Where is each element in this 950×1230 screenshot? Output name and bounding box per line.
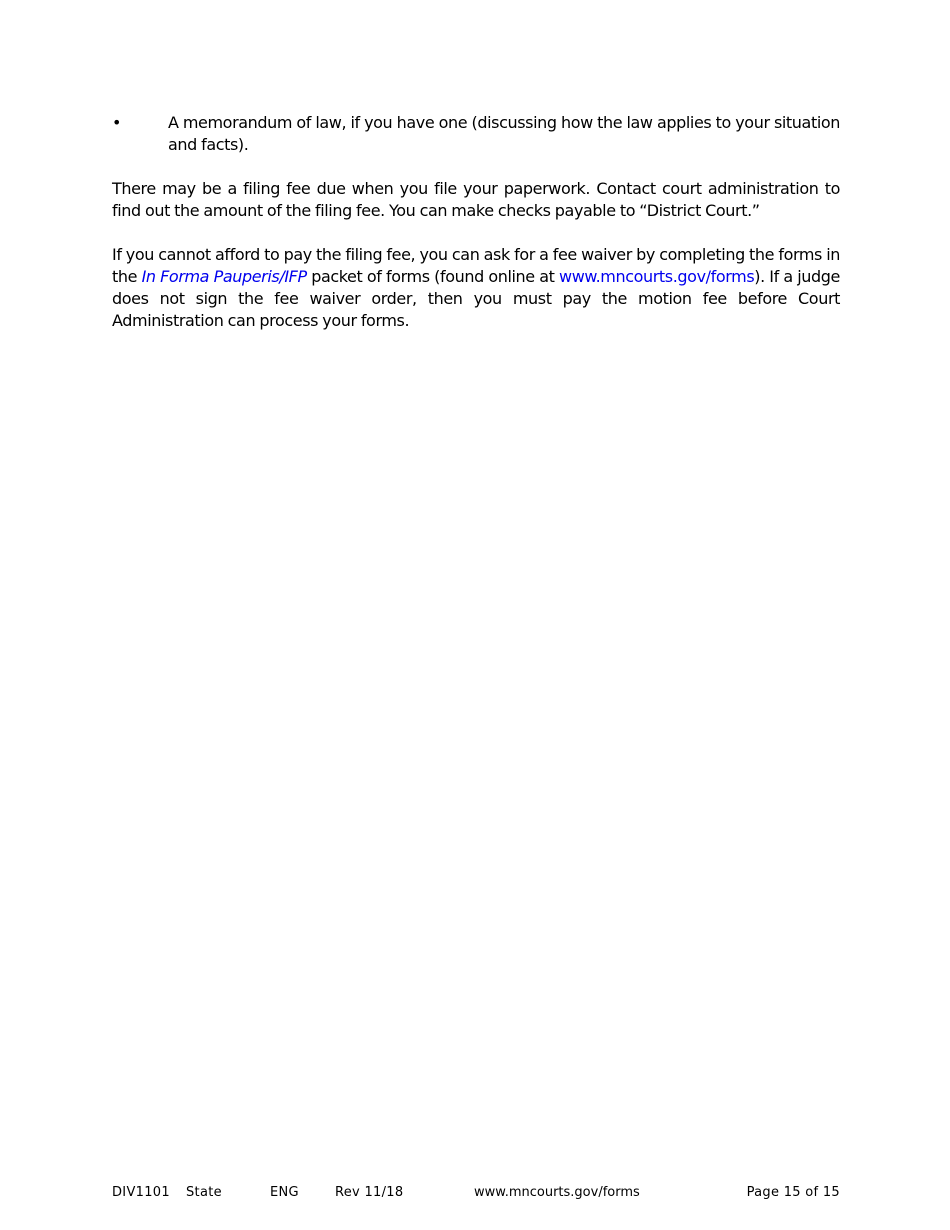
footer-language: ENG (270, 1185, 299, 1200)
footer-state: State (186, 1185, 222, 1200)
fee-waiver-paragraph (112, 244, 840, 332)
fee-waiver-text-2: packet of forms (found online at (306, 267, 560, 286)
list-item-text: A memorandum of law, if you have one (discussing how the law applies to your situation and facts). (168, 113, 840, 154)
bullet-icon: • (112, 113, 122, 132)
filing-fee-paragraph: There may be a filing fee due when you file your paperwork. Contact court administration to find out the amount of the filing fee. You can make checks payable to “District Court.” (112, 179, 840, 220)
list-item-memorandum (112, 112, 840, 156)
ifp-packet-link[interactable]: In Forma Pauperis/IFP (141, 267, 307, 286)
footer-page-number: Page 15 of 15 (746, 1185, 840, 1200)
footer-revision: Rev 11/18 (335, 1185, 404, 1200)
fee-waiver-text-3: ). If a judge does not sign the fee waiver order, then you must pay the motion fee before Court Administration can process your forms. (112, 267, 840, 330)
footer-website: www.mncourts.gov/forms (474, 1185, 640, 1200)
forms-website-link[interactable]: www.mncourts.gov/forms (559, 267, 755, 286)
footer-form-id: DIV1101 (112, 1185, 170, 1200)
fee-waiver-text-1: If you cannot afford to pay the filing fee, you can ask for a fee waiver by completing the forms in the (112, 245, 840, 286)
page-content (112, 112, 840, 354)
page-footer (112, 1185, 840, 1203)
